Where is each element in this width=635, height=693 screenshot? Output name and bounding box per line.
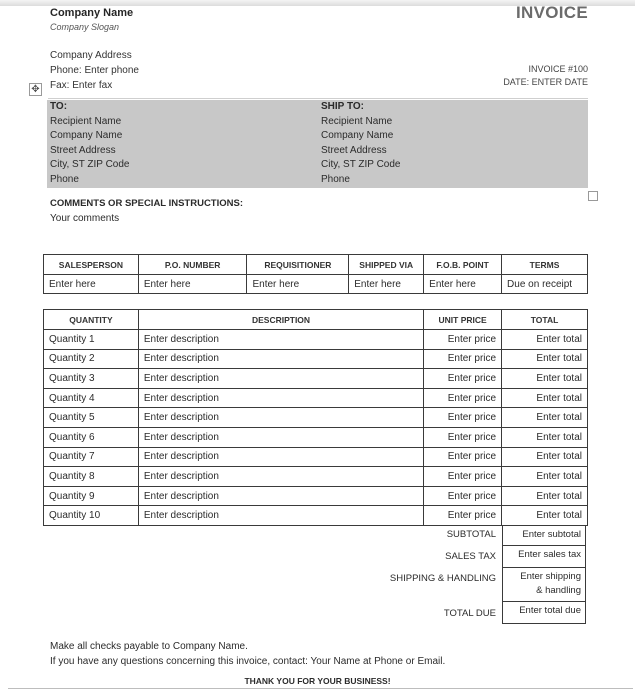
- table-row: [44, 369, 588, 389]
- order-info-table: [43, 254, 588, 294]
- description-cell[interactable]: Enter description: [138, 486, 423, 506]
- table-row: [44, 408, 588, 428]
- company-fax[interactable]: Fax: Enter fax: [50, 80, 113, 91]
- line-total-cell[interactable]: Enter total: [502, 408, 588, 428]
- ship-to-phone[interactable]: Phone: [321, 173, 350, 185]
- shipping-label: SHIPPING & HANDLING: [389, 573, 496, 584]
- company-phone[interactable]: Phone: Enter phone: [50, 65, 139, 76]
- table-row: [44, 349, 588, 369]
- fob-point-cell[interactable]: Enter here: [424, 275, 502, 294]
- quantity-cell[interactable]: Quantity 1: [44, 330, 139, 350]
- table-row: [44, 427, 588, 447]
- company-contact-block: [50, 48, 139, 93]
- subtotal-label: SUBTOTAL: [446, 529, 496, 540]
- shipping-value-line2: & handling: [536, 585, 581, 596]
- total-due-value[interactable]: Enter total due: [502, 602, 586, 624]
- shipping-value-line1: Enter shipping: [520, 571, 581, 582]
- description-cell[interactable]: Enter description: [138, 427, 423, 447]
- quantity-cell[interactable]: Quantity 4: [44, 388, 139, 408]
- divider: [48, 98, 588, 99]
- header-terms: TERMS: [502, 255, 588, 275]
- header-shipped-via: SHIPPED VIA: [349, 255, 424, 275]
- line-total-cell[interactable]: Enter total: [502, 388, 588, 408]
- bill-to-recipient[interactable]: Recipient Name: [50, 115, 122, 127]
- ship-to-recipient[interactable]: Recipient Name: [321, 115, 393, 127]
- line-total-cell[interactable]: Enter total: [502, 369, 588, 389]
- shipped-via-cell[interactable]: Enter here: [349, 275, 424, 294]
- quantity-cell[interactable]: Quantity 9: [44, 486, 139, 506]
- table-resize-handle[interactable]: [588, 191, 598, 201]
- line-items-header-row: [44, 310, 588, 330]
- line-items-table: [43, 309, 588, 526]
- header-quantity: QUANTITY: [44, 310, 139, 330]
- unit-price-cell[interactable]: Enter price: [424, 349, 502, 369]
- ship-to-company[interactable]: Company Name: [321, 130, 394, 141]
- header-po-number: P.O. NUMBER: [138, 255, 247, 275]
- line-total-cell[interactable]: Enter total: [502, 427, 588, 447]
- unit-price-cell[interactable]: Enter price: [424, 427, 502, 447]
- invoice-title[interactable]: INVOICE: [515, 3, 588, 22]
- table-move-handle-icon[interactable]: ✥: [29, 83, 42, 96]
- unit-price-cell[interactable]: Enter price: [424, 486, 502, 506]
- quantity-cell[interactable]: Quantity 6: [44, 427, 139, 447]
- header-salesperson: SALESPERSON: [44, 255, 139, 275]
- invoice-meta: [503, 63, 588, 89]
- line-total-cell[interactable]: Enter total: [502, 467, 588, 487]
- comments-value[interactable]: Your comments: [50, 212, 120, 224]
- contact-note[interactable]: If you have any questions concerning this invoice, contact: Your Name at Phone or Email.: [50, 656, 446, 667]
- description-cell[interactable]: Enter description: [138, 467, 423, 487]
- invoice-date[interactable]: DATE: ENTER DATE: [503, 77, 588, 87]
- description-cell[interactable]: Enter description: [138, 330, 423, 350]
- unit-price-cell[interactable]: Enter price: [424, 388, 502, 408]
- unit-price-cell[interactable]: Enter price: [424, 506, 502, 526]
- quantity-cell[interactable]: Quantity 10: [44, 506, 139, 526]
- unit-price-cell[interactable]: Enter price: [424, 408, 502, 428]
- unit-price-cell[interactable]: Enter price: [424, 369, 502, 389]
- bill-to-street[interactable]: Street Address: [50, 144, 116, 156]
- po-number-cell[interactable]: Enter here: [138, 275, 247, 294]
- comments-label: COMMENTS OR SPECIAL INSTRUCTIONS:: [50, 198, 243, 209]
- line-total-cell[interactable]: Enter total: [502, 506, 588, 526]
- requisitioner-cell[interactable]: Enter here: [247, 275, 349, 294]
- quantity-cell[interactable]: Quantity 8: [44, 467, 139, 487]
- footer-notes: [50, 639, 445, 669]
- header-unit-price: UNIT PRICE: [424, 310, 502, 330]
- line-total-cell[interactable]: Enter total: [502, 486, 588, 506]
- line-total-cell[interactable]: Enter total: [502, 447, 588, 467]
- bill-to-company[interactable]: Company Name: [50, 130, 123, 141]
- checks-note[interactable]: Make all checks payable to Company Name.: [50, 641, 248, 652]
- company-address[interactable]: Company Address: [50, 50, 132, 61]
- ship-to-city[interactable]: City, ST ZIP Code: [321, 159, 401, 170]
- comments-block: [50, 197, 243, 226]
- bill-to-phone[interactable]: Phone: [50, 173, 79, 185]
- description-cell[interactable]: Enter description: [138, 447, 423, 467]
- sales-tax-label: SALES TAX: [445, 551, 496, 562]
- ship-to-block: [321, 100, 400, 187]
- header-total: TOTAL: [502, 310, 588, 330]
- description-cell[interactable]: Enter description: [138, 388, 423, 408]
- description-cell[interactable]: Enter description: [138, 506, 423, 526]
- company-slogan[interactable]: Company Slogan: [50, 22, 120, 32]
- line-total-cell[interactable]: Enter total: [502, 330, 588, 350]
- table-row: [44, 388, 588, 408]
- table-row: [44, 467, 588, 487]
- ship-to-label: SHIP TO:: [321, 101, 364, 112]
- header-description: DESCRIPTION: [138, 310, 423, 330]
- terms-cell[interactable]: Due on receipt: [502, 275, 588, 294]
- table-row: [44, 330, 588, 350]
- unit-price-cell[interactable]: Enter price: [424, 447, 502, 467]
- salesperson-cell[interactable]: Enter here: [44, 275, 139, 294]
- table-row: [44, 506, 588, 526]
- bill-to-block: [50, 100, 129, 187]
- sales-tax-value[interactable]: Enter sales tax: [502, 546, 586, 568]
- total-due-label: TOTAL DUE: [443, 608, 496, 619]
- table-row: [44, 447, 588, 467]
- description-cell[interactable]: Enter description: [138, 408, 423, 428]
- order-info-value-row: [44, 275, 588, 294]
- shipping-value[interactable]: [502, 567, 586, 602]
- quantity-cell[interactable]: Quantity 5: [44, 408, 139, 428]
- order-info-header-row: [44, 255, 588, 275]
- unit-price-cell[interactable]: Enter price: [424, 467, 502, 487]
- invoice-number[interactable]: INVOICE #100: [528, 64, 588, 74]
- header-requisitioner: REQUISITIONER: [247, 255, 349, 275]
- bill-to-label: TO:: [50, 101, 68, 112]
- quantity-cell[interactable]: Quantity 7: [44, 447, 139, 467]
- quantity-cell[interactable]: Quantity 2: [44, 349, 139, 369]
- ship-to-street[interactable]: Street Address: [321, 144, 387, 156]
- page-bottom-edge: [8, 688, 633, 689]
- thank-you-message[interactable]: THANK YOU FOR YOUR BUSINESS!: [244, 676, 391, 686]
- company-name[interactable]: Company Name: [50, 7, 134, 19]
- quantity-cell[interactable]: Quantity 3: [44, 369, 139, 389]
- bill-to-city[interactable]: City, ST ZIP Code: [50, 159, 130, 170]
- description-cell[interactable]: Enter description: [138, 349, 423, 369]
- description-cell[interactable]: Enter description: [138, 369, 423, 389]
- header-fob-point: F.O.B. POINT: [424, 255, 502, 275]
- line-total-cell[interactable]: Enter total: [502, 349, 588, 369]
- table-row: [44, 486, 588, 506]
- subtotal-value[interactable]: Enter subtotal: [502, 525, 586, 546]
- unit-price-cell[interactable]: Enter price: [424, 330, 502, 350]
